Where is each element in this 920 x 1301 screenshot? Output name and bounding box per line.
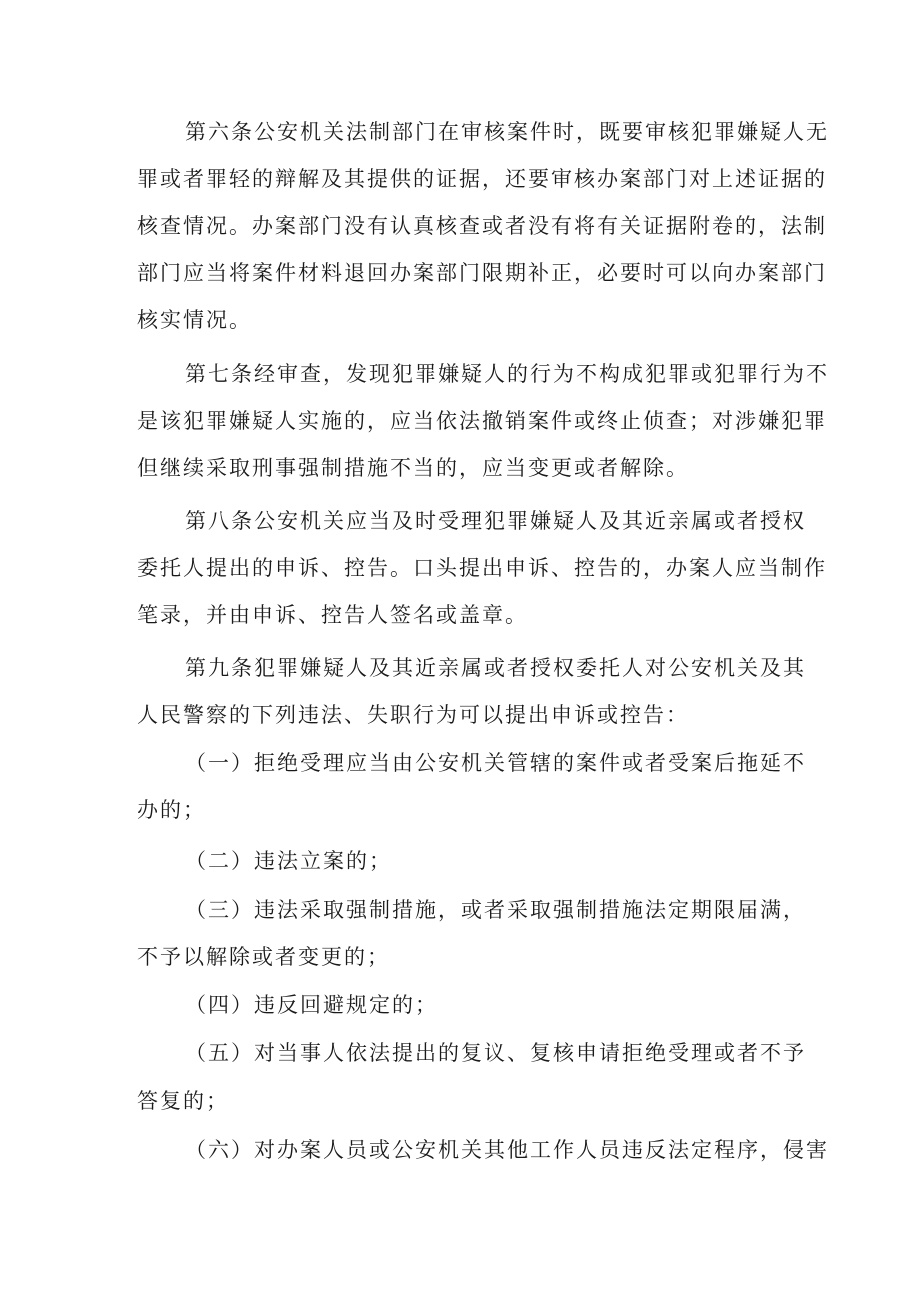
paragraph-line: 部门应当将案件材料退回办案部门限期补正，必要时可以向办案部门 xyxy=(137,261,827,285)
list-item-line: （六）对办案人员或公安机关其他工作人员违反法定程序，侵害 xyxy=(185,1138,829,1162)
paragraph-line: 委托人提出的申诉、控告。口头提出申诉、控告的，办案人应当制作 xyxy=(137,556,827,580)
paragraph-line: 第九条犯罪嫌疑人及其近亲属或者授权委托人对公安机关及其 xyxy=(185,656,806,680)
paragraph-line: 是该犯罪嫌疑人实施的，应当依法撤销案件或终止侦查；对涉嫌犯罪 xyxy=(137,409,827,433)
list-item-line: 办的； xyxy=(137,798,206,822)
list-item-line: （一）拒绝受理应当由公安机关管辖的案件或者受案后拖延不 xyxy=(185,751,806,775)
paragraph-line: 人民警察的下列违法、失职行为可以提出申诉或控告： xyxy=(137,703,689,727)
list-item-line: 答复的； xyxy=(137,1089,229,1113)
paragraph-line: 罪或者罪轻的辩解及其提供的证据，还要审核办案部门对上述证据的 xyxy=(137,167,827,191)
paragraph-line: 核查情况。办案部门没有认真核查或者没有将有关证据附卷的，法制 xyxy=(137,214,827,238)
list-item-line: 不予以解除或者变更的； xyxy=(137,945,390,969)
paragraph-line: 第八条公安机关应当及时受理犯罪嫌疑人及其近亲属或者授权 xyxy=(185,509,806,533)
paragraph-line: 第七条经审查，发现犯罪嫌疑人的行为不构成犯罪或犯罪行为不 xyxy=(185,362,829,386)
list-item-line: （四）违反回避规定的； xyxy=(185,993,438,1017)
paragraph-line: 核实情况。 xyxy=(137,308,252,332)
paragraph-line: 第六条公安机关法制部门在审核案件时，既要审核犯罪嫌疑人无 xyxy=(185,120,829,144)
list-item-line: （二）违法立案的； xyxy=(185,849,392,873)
paragraph-line: 笔录，并由申诉、控告人签名或盖章。 xyxy=(137,603,528,627)
paragraph-line: 但继续采取刑事强制措施不当的，应当变更或者解除。 xyxy=(137,456,689,480)
list-item-line: （五）对当事人依法提出的复议、复核申请拒绝受理或者不予 xyxy=(185,1041,806,1065)
list-item-line: （三）违法采取强制措施，或者采取强制措施法定期限届满， xyxy=(185,898,806,922)
